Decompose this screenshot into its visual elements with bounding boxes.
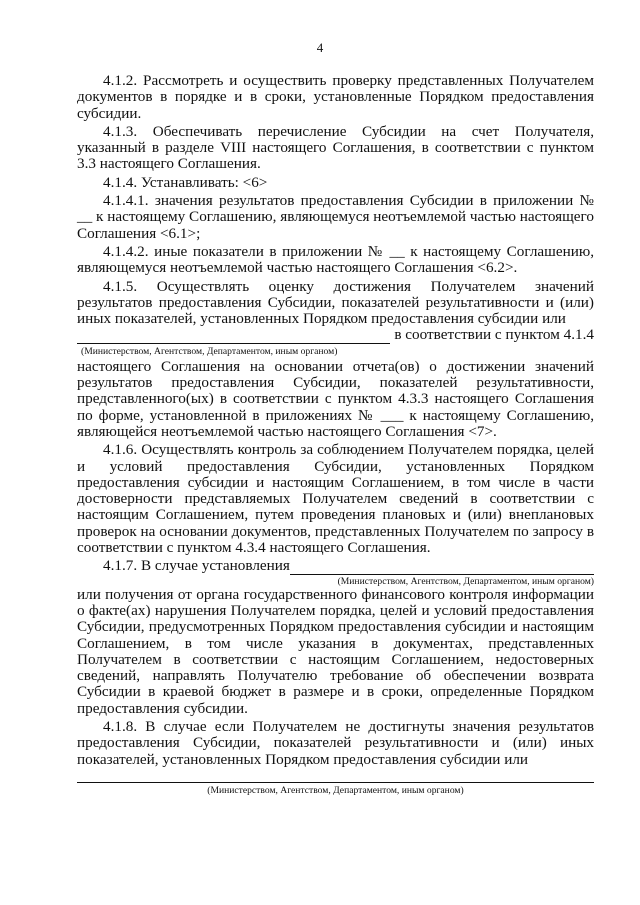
agency-caption-3: (Министерством, Агентством, Департаментом, иным органом) <box>207 784 464 796</box>
paragraph-4-1-4: 4.1.4. Устанавливать: <6> <box>103 173 268 191</box>
agency-blank-line-1 <box>77 327 594 343</box>
document-body <box>77 73 594 796</box>
paragraph-4-1-4-1: 4.1.4.1. значения результатов предоставления Субсидии в приложении № __ к настоящему Соглашению, являющемуся неотъемлемой частью настоящего Соглашения <6.1>; <box>77 192 594 242</box>
agency-caption-2: (Министерством, Агентством, Департаментом, иным органом) <box>337 575 594 587</box>
agency-blank-field-3 <box>77 770 594 783</box>
paragraph-4-1-5-ref: в соответствии с пунктом 4.1.4 <box>394 326 594 344</box>
agency-blank-line-2 <box>77 558 594 574</box>
paragraph-4-1-8: 4.1.8. В случае если Получателем не достигнуты значения результатов предоставления Субсидии, показателей результативности и (или) иных показателей, установленных Порядком предоставления субсидии или <box>77 717 594 768</box>
page-number: 4 <box>316 40 324 55</box>
paragraph-4-1-7-start: 4.1.7. В случае установления <box>103 557 290 575</box>
paragraph-4-1-4-2: 4.1.4.2. иные показатели в приложении № __ к настоящему Соглашению, являющемуся неотъемлемой частью настоящего Соглашения <6.2>. <box>77 242 594 277</box>
agency-blank-field-2 <box>290 560 594 575</box>
agency-blank-field <box>77 329 390 344</box>
paragraph-4-1-3: 4.1.3. Обеспечивать перечисление Субсидии на счет Получателя, указанный в разделе VIII настоящего Соглашения, в соответствии с пунктом 3.3 настоящего Соглашения. <box>77 122 594 173</box>
paragraph-4-1-5-end: настоящего Соглашения на основании отчета(ов) о достижении значений результатов предоставления Субсидии, показателей результативности, представленного(ых) в соответствии с пунктом 4.3.3 настоящего Соглашения по форме, установленной в приложениях № ___ к настоящему Соглашению, являющейся неотъемлемой частью настоящего Соглашения <7>. <box>77 357 594 440</box>
paragraph-4-1-7-end: или получения от органа государственного финансового контроля информации о факте(ах) нарушения Получателем порядка, целей и условий предоставления Субсидии, предусмотренных Порядком предоставления субсидии и настоящим Соглашением, в том числе указания в документах, представленных Получателем в соответствии с настоящим Соглашением, недостоверных сведений, направлять Получателю требование об обеспечении возврата Субсидии в краевой бюджет в размере и в сроки, определенные Порядком предоставления субсидии. <box>77 585 594 717</box>
agency-caption-1: (Министерством, Агентством, Департаментом, иным органом) <box>81 345 338 357</box>
paragraph-4-1-2: 4.1.2. Рассмотреть и осуществить проверку представленных Получателем документов в порядке и в сроки, установленные Порядком предоставления субсидии. <box>77 72 594 122</box>
paragraph-4-1-5-start: 4.1.5. Осуществлять оценку достижения Получателем значений результатов предоставления Субсидии, показателей результативности и (или) иных показателей, установленных Порядком предоставления субсидии или <box>77 277 594 328</box>
paragraph-4-1-6: 4.1.6. Осуществлять контроль за соблюдением Получателем порядка, целей и условий предоставления Субсидии, установленных Порядком предоставления субсидии и настоящим Соглашением, в том числе в части достоверности представляемых Получателем сведений в соответствии с настоящим Соглашением, путем проведения плановых и (или) внеплановых проверок на основании документов, представленных Получателем по запросу в соответствии с пунктом 4.3.4 настоящего Соглашения. <box>77 441 594 557</box>
